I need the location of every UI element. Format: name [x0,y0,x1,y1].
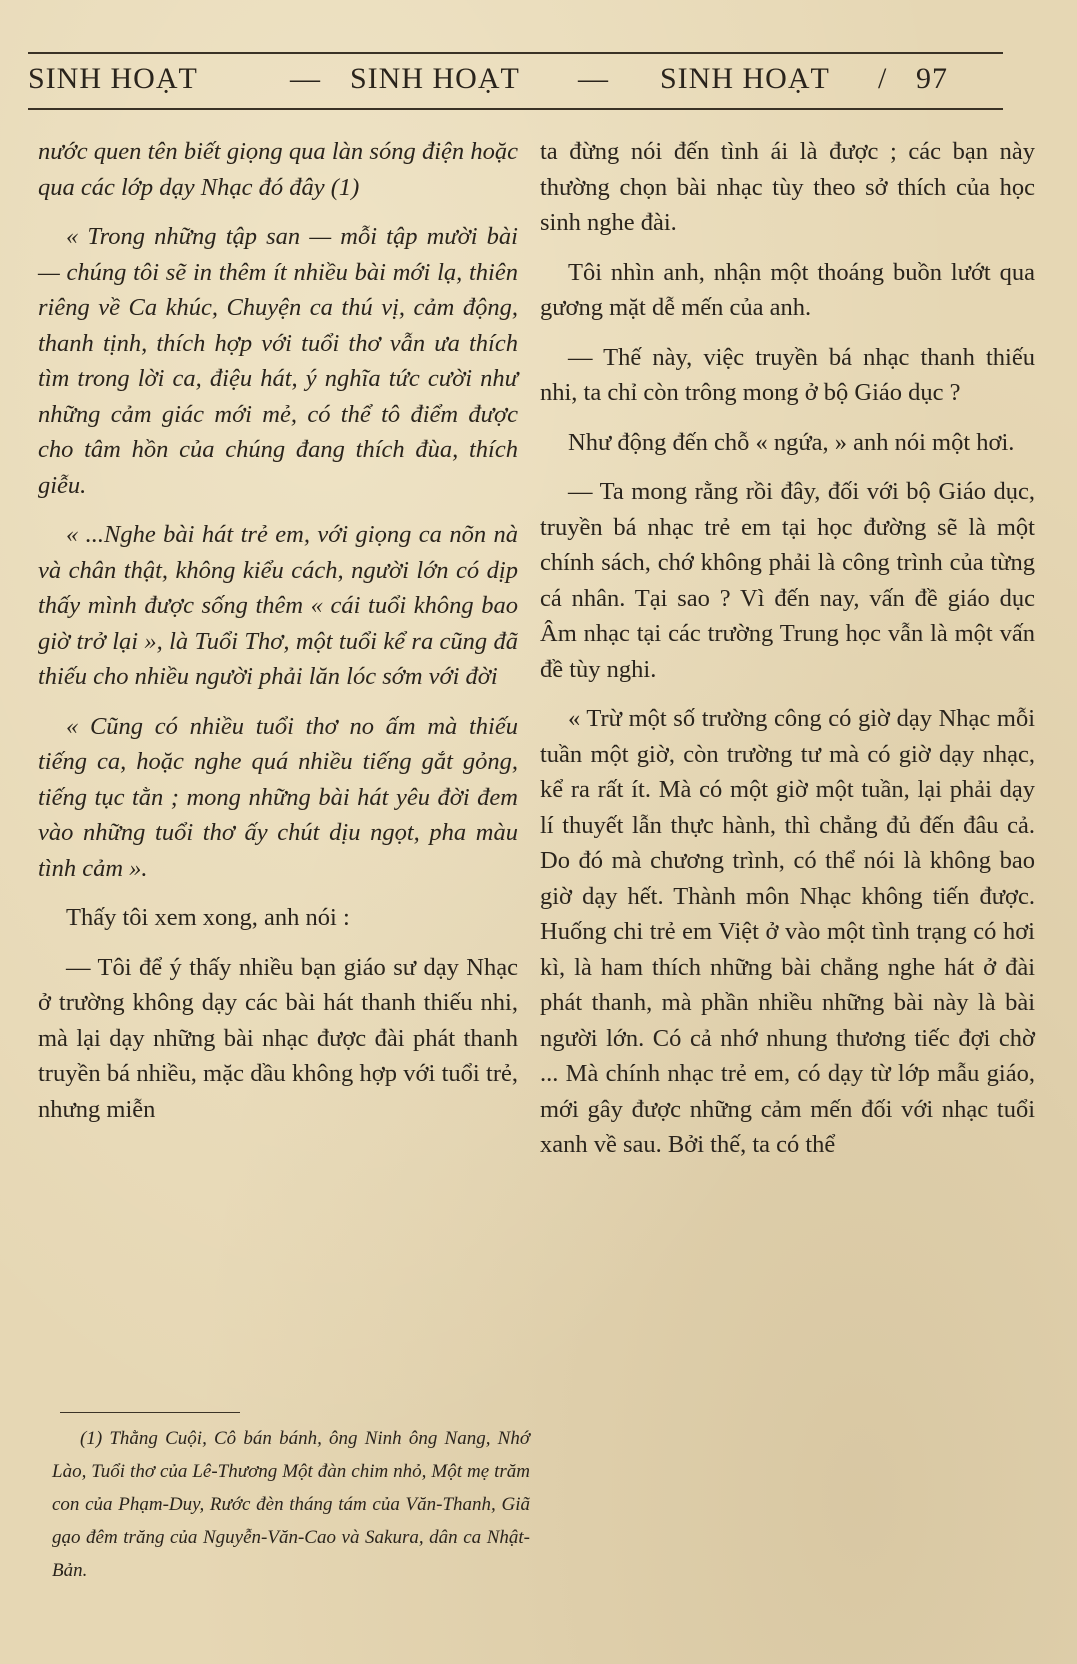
header-slash: / [878,62,888,95]
page-header [28,52,1003,110]
paragraph: — Ta mong rằng rồi đây, đối với bộ Giáo dục, truyền bá nhạc trẻ em tại học đường sẽ là một chính sách, chớ không phải là công trình của từng cá nhân. Tại sao ? Vì đến nay, vấn đề giáo dục Âm nhạc tại các trường Trung học vẫn là một vấn đề tùy nghi. [540,478,1035,683]
paragraph: Tôi nhìn anh, nhận một thoáng buồn lướt qua gương mặt dễ mến của anh. [540,258,1035,321]
left-column [38,134,518,1141]
running-head-left: SINH HOẠT [28,62,198,95]
footnote [52,1422,530,1587]
paragraph: nước quen tên biết giọng qua làn sóng điện hoặc qua các lớp dạy Nhạc đó đây (1) [38,138,518,201]
footnote-text: (1) Thằng Cuội, Cô bán bánh, ông Ninh ông Nang, Nhớ Lào, Tuổi thơ của Lê-Thương Một đàn chim nhỏ, Một mẹ trăm con của Phạm-Duy, Rước đèn tháng tám của Văn-Thanh, Giã gạo đêm trăng của Nguyễn-Văn-Cao và Sakura, dân ca Nhật-Bản. [52,1428,530,1581]
paragraph: « ...Nghe bài hát trẻ em, với giọng ca nõn nà và chân thật, không kiểu cách, người lớn có dịp thấy mình được sống thêm « cái tuổi không bao giờ trở lại », là Tuổi Thơ, một tuổi kể ra cũng đã thiếu cho nhiều người phải lăn lóc sớm với đời [38,521,518,690]
right-column [540,134,1035,1177]
header-dash-1: — [290,62,321,95]
paragraph: — Thế này, việc truyền bá nhạc thanh thiếu nhi, ta chỉ còn trông mong ở bộ Giáo dục ? [540,343,1035,406]
paragraph: Thấy tôi xem xong, anh nói : [66,904,350,931]
paragraph: « Trừ một số trường công có giờ dạy Nhạc mỗi tuần một giờ, còn trường tư mà có giờ dạy nhạc, kể ra rất ít. Mà có một giờ một tuần, lại phải dạy lí thuyết lẫn thực hành, thì chẳng đủ đến đâu cả. Do đó mà chương trình, có thể nói là không bao giờ dạy hết. Thành môn Nhạc không tiến được. Huống chi trẻ em Việt ở vào một tình trạng có hơi kì, là ham thích những bài chẳng nghe hát ở đài phát thanh, mà phần nhiều những bài này là bài người lớn. Có cả nhớ nhung thương tiếc đợi chờ ... Mà chính nhạc trẻ em, có dạy từ lớp mẫu giáo, mới gây được những cảm mến đối với nhạc tuổi xanh về sau. Bởi thế, ta có thể [540,705,1035,1158]
running-head-center: SINH HOẠT [350,62,520,95]
header-dash-2: — [578,62,609,95]
paragraph: — Tôi để ý thấy nhiều bạn giáo sư dạy Nhạc ở trường không dạy các bài hát thanh thiếu nhi, mà lại dạy những bài nhạc được đài phát thanh truyền bá nhiều, mặc dầu không hợp với tuổi trẻ, nhưng miễn [38,953,518,1123]
paragraph: « Trong những tập san — mỗi tập mười bài — chúng tôi sẽ in thêm ít nhiều bài mới lạ, thiên riêng về Ca khúc, Chuyện ca thú vị, cảm động, thanh tịnh, thích hợp với tuổi thơ vẫn ưa thích tìm trong lời ca, điệu hát, ý nghĩa tức cười như những cảm giác mới mẻ, có thể tô điểm được cho tâm hồn của chúng đang thích đùa, thích giễu. [38,223,518,499]
page-number: 97 [916,62,948,95]
footnote-divider [60,1412,240,1413]
paragraph: Như động đến chỗ « ngứa, » anh nói một hơi. [568,428,1015,456]
paragraph: « Cũng có nhiều tuổi thơ no ấm mà thiếu tiếng ca, hoặc nghe quá nhiều tiếng gắt gỏng, tiếng tục tằn ; mong những bài hát yêu đời đem vào những tuổi thơ ấy chút dịu ngọt, pha màu tình cảm ». [38,712,518,882]
running-head-right: SINH HOẠT [660,62,830,95]
paragraph: ta đừng nói đến tình ái là được ; các bạn này thường chọn bài nhạc tùy theo sở thích của học sinh nghe đài. [540,138,1035,236]
